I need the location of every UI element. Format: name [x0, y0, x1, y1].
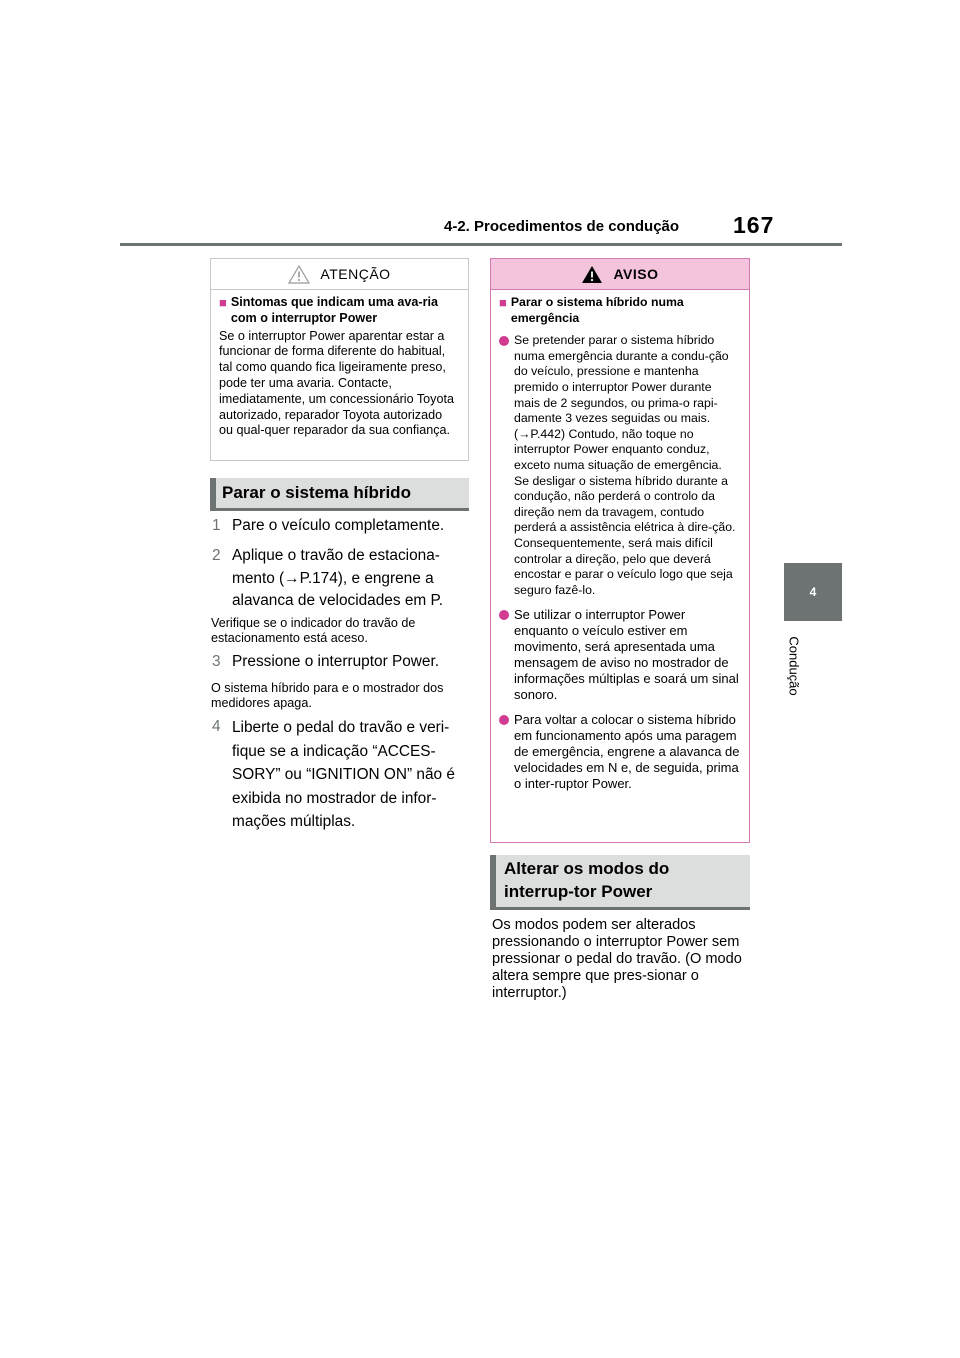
square-bullet-icon: ■: [219, 295, 227, 310]
step-number: 3: [212, 653, 221, 670]
step-item: [212, 651, 468, 673]
caution-heading: ■ Sintomas que indicam uma ava-ria com o interruptor Power: [219, 295, 439, 325]
step-number: 1: [212, 517, 221, 534]
chapter-label-container: [783, 630, 805, 702]
warning-title: AVISO: [613, 266, 659, 282]
header-divider: [120, 243, 842, 246]
step-note: O sistema híbrido para e o mostrador dos medidores apaga.: [211, 681, 444, 710]
step-text: Pare o veículo completamente.: [232, 517, 445, 534]
step-number: 2: [212, 547, 221, 564]
warning-triangle-icon: [581, 265, 603, 284]
round-bullet-icon: [499, 715, 509, 725]
chapter-tab[interactable]: [784, 563, 842, 621]
step-item: [212, 545, 468, 613]
step-text: Liberte o pedal do travão e veri-fique se a indicação “ACCES-SORY” ou “IGNITION ON” não é exibida no mostrador de infor-mações múltiplas.: [232, 719, 455, 830]
step-item: [212, 515, 468, 537]
square-bullet-icon: ■: [499, 295, 507, 310]
step-number: 4: [212, 718, 221, 735]
step-note: Verifique se o indicador do travão de estacionamento está aceso.: [211, 616, 416, 645]
step-text: Aplique o travão de estaciona-mento (→P.174), e engrene a alavanca de velocidades em P.: [232, 547, 444, 609]
round-bullet-icon: [499, 336, 509, 346]
caution-text: Se o interruptor Power aparentar estar a funcionar de forma diferente do habitual, tal como quando fica ligeiramente preso, pode ter uma avaria. Contacte, imediatamente, um concessionário Toyota autorizado, reparador Toyota autorizado ou qual-quer reparador da sua confiança.: [219, 328, 454, 438]
alterar-text: Os modos podem ser alterados pressionando o interruptor Power sem pressionar o pedal do travão. (O modo altera sempre que pres-sionar o interruptor.): [492, 917, 742, 1001]
caution-title: ATENÇÃO: [320, 266, 391, 282]
warning-triangle-icon: [288, 265, 310, 284]
warning-bullet: Se pretender parar o sistema híbrido numa emergência durante a condu-ção do veículo, pressione e mantenha premido o interruptor Power durante mais de 2 segundos, ou prima-o rapi-damente 3 vezes seguidas ou mais. (→P.442) Contudo, não toque no interruptor Power enquanto conduz, exceto numa situação de emergência. Se desligar o sistema híbrido durante a condução, não perderá o controlo da direção nem da travagem, contudo perderá a assistência elétrica à dire-ção. Consequentemente, será mais difícil controlar a direção, pelo que deverá encostar e parar o veículo logo que seja seguro fazê-lo.: [499, 333, 740, 598]
caution-box: [210, 258, 469, 461]
section-title: 4-2. Procedimentos de condução: [444, 218, 680, 235]
caution-header: [211, 259, 468, 290]
step-text: Pressione o interruptor Power.: [232, 653, 440, 670]
warning-bullet: Se utilizar o interruptor Power enquanto o veículo estiver em movimento, será apresentada uma mensagem de aviso no mostrador de informações múltiplas e soará um sinal sonoro.: [499, 607, 740, 703]
section-heading-parar: Parar o sistema híbrido: [210, 478, 469, 511]
chapter-label: Condução: [786, 636, 802, 696]
page-number: 167: [733, 212, 775, 238]
warning-bullet: Para voltar a colocar o sistema híbrido em funcionamento após uma paragem de emergência, engrene a alavanca de velocidades em N e, de seguida, prima o inter-ruptor Power.: [499, 712, 740, 792]
warning-header: [491, 259, 749, 290]
section-heading-alterar: Alterar os modos do interrup-tor Power: [490, 855, 750, 910]
round-bullet-icon: [499, 610, 509, 620]
warning-heading: ■ Parar o sistema híbrido numa emergência: [499, 295, 684, 325]
warning-box: [490, 258, 750, 843]
step-item: [212, 716, 468, 834]
chapter-number: 4: [809, 585, 817, 599]
